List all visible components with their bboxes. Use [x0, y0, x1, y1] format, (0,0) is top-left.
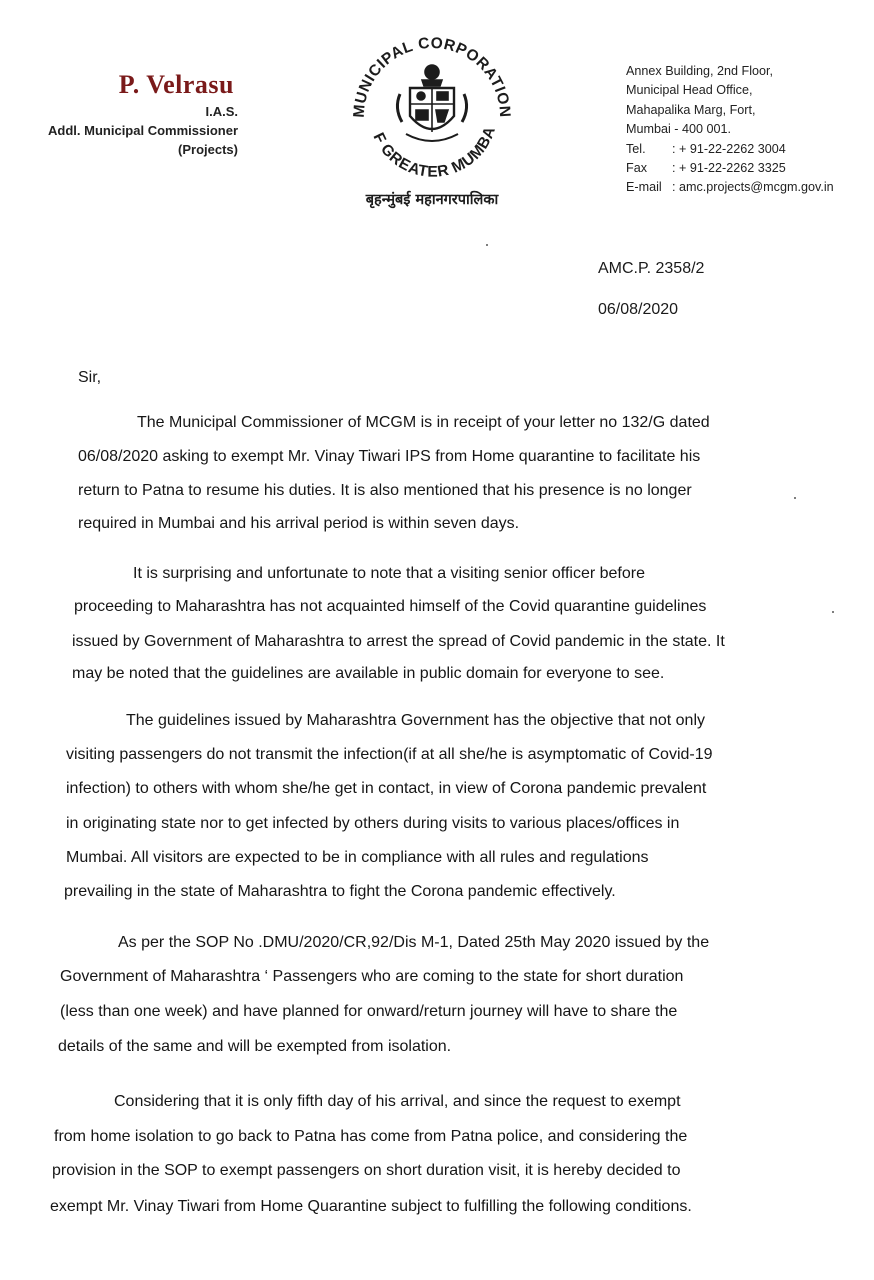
address-line: Mahapalika Marg, Fort, [626, 102, 756, 117]
fax-label: Fax [626, 161, 647, 176]
paragraph-line: 06/08/2020 asking to exempt Mr. Vinay Tiwari IPS from Home quarantine to facilitate his [78, 448, 701, 465]
paragraph-line: prevailing in the state of Maharashtra to fight the Corona pandemic effectively. [64, 883, 616, 900]
paragraph-line: provision in the SOP to exempt passengers on short duration visit, it is hereby decided to [52, 1162, 681, 1179]
seal-text-top: MUNICIPAL CORPORATION [350, 34, 514, 119]
letter-date: 06/08/2020 [598, 301, 679, 318]
seal-hindi-name: बृहन्मुंबई महानगरपालिका [365, 192, 499, 208]
seal-text-bottom: F GREATER MUMBA [369, 124, 500, 181]
scan-speck [486, 244, 488, 246]
paragraph-line: return to Patna to resume his duties. It is also mentioned that his presence is no longer [78, 482, 692, 499]
address-line: Municipal Head Office, [626, 83, 753, 98]
address-line: Annex Building, 2nd Floor, [626, 64, 774, 78]
email-row [626, 178, 872, 197]
paragraph-line: visiting passengers do not transmit the infection(if at all she/he is asymptomatic of Covid-19 [66, 746, 713, 763]
paragraph-line: from home isolation to go back to Patna has come from Patna police, and considering the [54, 1128, 688, 1145]
paragraph-line: required in Mumbai and his arrival period is within seven days. [78, 515, 520, 532]
paragraph-line: The Municipal Commissioner of MCGM is in receipt of your letter no 132/G dated [137, 414, 710, 431]
paragraph-line: (less than one week) and have planned for onward/return journey will have to share the [60, 1003, 678, 1020]
sender-division: (Projects) [178, 142, 238, 157]
paragraph-line: Government of Maharashtra ‘ Passengers who are coming to the state for short duration [60, 968, 684, 985]
fax-value: : + 91-22-2262 3325 [672, 161, 786, 176]
tel-row [626, 140, 872, 159]
sender-block [20, 70, 238, 159]
tel-label: Tel. [626, 141, 646, 156]
address-line: Mumbai - 400 001. [626, 122, 732, 137]
scan-speck [794, 497, 796, 499]
mcgm-seal [344, 24, 520, 214]
sender-designation: Addl. Municipal Commissioner [48, 123, 238, 138]
paragraph-line: in originating state nor to get infected by others during visits to various places/offices in [66, 815, 680, 832]
fax-row [626, 159, 872, 178]
paragraph-line: proceeding to Maharashtra has not acquainted himself of the Covid quarantine guidelines [74, 598, 707, 615]
paragraph-line: The guidelines issued by Maharashtra Government has the objective that not only [126, 712, 705, 729]
tel-value: : + 91-22-2262 3004 [672, 141, 786, 156]
paragraph-line: issued by Government of Maharashtra to arrest the spread of Covid pandemic in the state. It [72, 633, 725, 650]
paragraph-line: Considering that it is only fifth day of his arrival, and since the request to exempt [114, 1093, 681, 1110]
paragraph-line: Mumbai. All visitors are expected to be in compliance with all rules and regulations [66, 849, 649, 866]
sender-name: P. Velrasu [118, 70, 234, 99]
salutation: Sir, [78, 369, 102, 386]
email-value: : amc.projects@mcgm.gov.in [672, 180, 834, 195]
mcgm-seal-emblem-icon [344, 24, 520, 214]
sender-service: I.A.S. [205, 104, 238, 119]
paragraph-line: exempt Mr. Vinay Tiwari from Home Quarantine subject to fulfilling the following conditions. [50, 1198, 692, 1215]
paragraph-line: may be noted that the guidelines are available in public domain for everyone to see. [72, 665, 665, 682]
paragraph-line: details of the same and will be exempted from isolation. [58, 1038, 452, 1055]
scan-speck [832, 611, 834, 613]
office-address-block [626, 62, 872, 198]
email-label: E-mail [626, 180, 662, 195]
reference-number: AMC.P. 2358/2 [598, 260, 705, 277]
paragraph-line: infection) to others with whom she/he get in contact, in view of Corona pandemic prevalent [66, 780, 707, 797]
paragraph-line: As per the SOP No .DMU/2020/CR,92/Dis M-1, Dated 25th May 2020 issued by the [118, 934, 710, 951]
paragraph-line: It is surprising and unfortunate to note that a visiting senior officer before [133, 565, 645, 582]
